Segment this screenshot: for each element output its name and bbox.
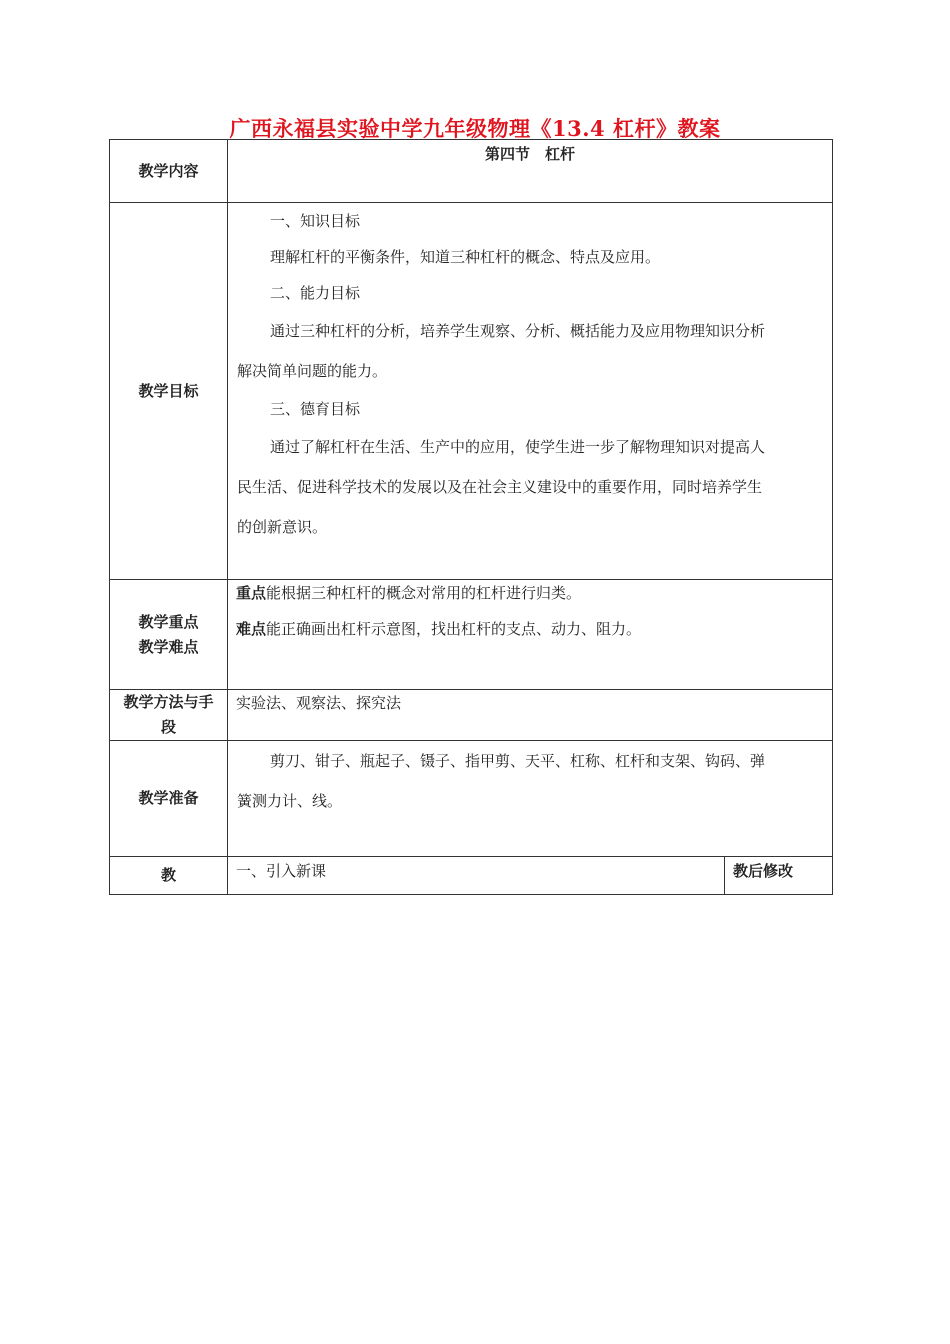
label-difficult-point: 教学难点 (138, 637, 199, 656)
key-point-text: 能根据三种杠杆的概念对常用的杠杆进行归类。 (266, 584, 582, 602)
difficult-point-prefix: 难点 (236, 620, 267, 638)
prep-cell (228, 741, 833, 857)
goal-heading-moral: 三、德育目标 (270, 400, 361, 418)
goals-cell (228, 203, 833, 580)
goal-heading-knowledge: 一、知识目标 (270, 212, 361, 230)
prep-text-2: 簧测力计、线。 (237, 792, 343, 810)
goal-text-ability-1: 通过三种杠杆的分析，培养学生观察、分析、概括能力及应用物理知识分析 (270, 322, 766, 340)
label-keypoints (110, 580, 228, 690)
goal-text-moral-1: 通过了解杠杆在生活、生产中的应用，使学生进一步了解物理知识对提高人 (270, 438, 766, 456)
document-title: 广西永福县实验中学九年级物理《13.4 杠杆》教案 (229, 116, 721, 141)
label-methods-line-2: 段 (160, 718, 176, 736)
row-methods (110, 690, 833, 741)
process-text: 一、引入新课 (236, 862, 327, 880)
methods-cell (228, 690, 833, 741)
revise-cell (725, 857, 833, 895)
goal-text-knowledge: 理解杠杆的平衡条件，知道三种杠杆的概念、特点及应用。 (270, 248, 661, 266)
difficult-point-text: 能正确画出杠杆示意图，找出杠杆的支点、动力、阻力。 (266, 620, 642, 638)
label-methods (110, 690, 228, 741)
difficult-point-line (236, 616, 824, 642)
row-content (110, 140, 833, 203)
key-point-line (236, 580, 824, 606)
label-methods-line-1: 教学方法与手 (123, 693, 214, 711)
label-teaching-goals: 教学目标 (110, 203, 228, 580)
lesson-plan-table (109, 139, 833, 895)
section-title: 第四节 杠杆 (485, 145, 576, 163)
revise-label: 教后修改 (733, 862, 794, 880)
goal-text-moral-2: 民生活、促进科学技术的发展以及在社会主义建设中的重要作用，同时培养学生 (237, 478, 763, 496)
row-goals (110, 203, 833, 580)
methods-text: 实验法、观察法、探究法 (236, 694, 402, 712)
process-cell (228, 857, 725, 895)
content-cell (228, 140, 833, 203)
label-teaching-content: 教学内容 (110, 140, 228, 203)
keypoints-cell (228, 580, 833, 690)
key-point-prefix: 重点 (236, 584, 267, 602)
row-keypoints (110, 580, 833, 690)
label-key-point: 教学重点 (138, 612, 199, 631)
goal-text-ability-2: 解决简单问题的能力。 (237, 362, 388, 380)
prep-text-1: 剪刀、钳子、瓶起子、镊子、指甲剪、天平、杠称、杠杆和支架、钩码、弹 (270, 752, 766, 770)
label-process: 教 (110, 857, 228, 895)
label-prep: 教学准备 (110, 741, 228, 857)
goal-text-moral-3: 的创新意识。 (237, 518, 328, 536)
row-process (110, 857, 833, 895)
goal-heading-ability: 二、能力目标 (270, 284, 361, 302)
row-prep (110, 741, 833, 857)
